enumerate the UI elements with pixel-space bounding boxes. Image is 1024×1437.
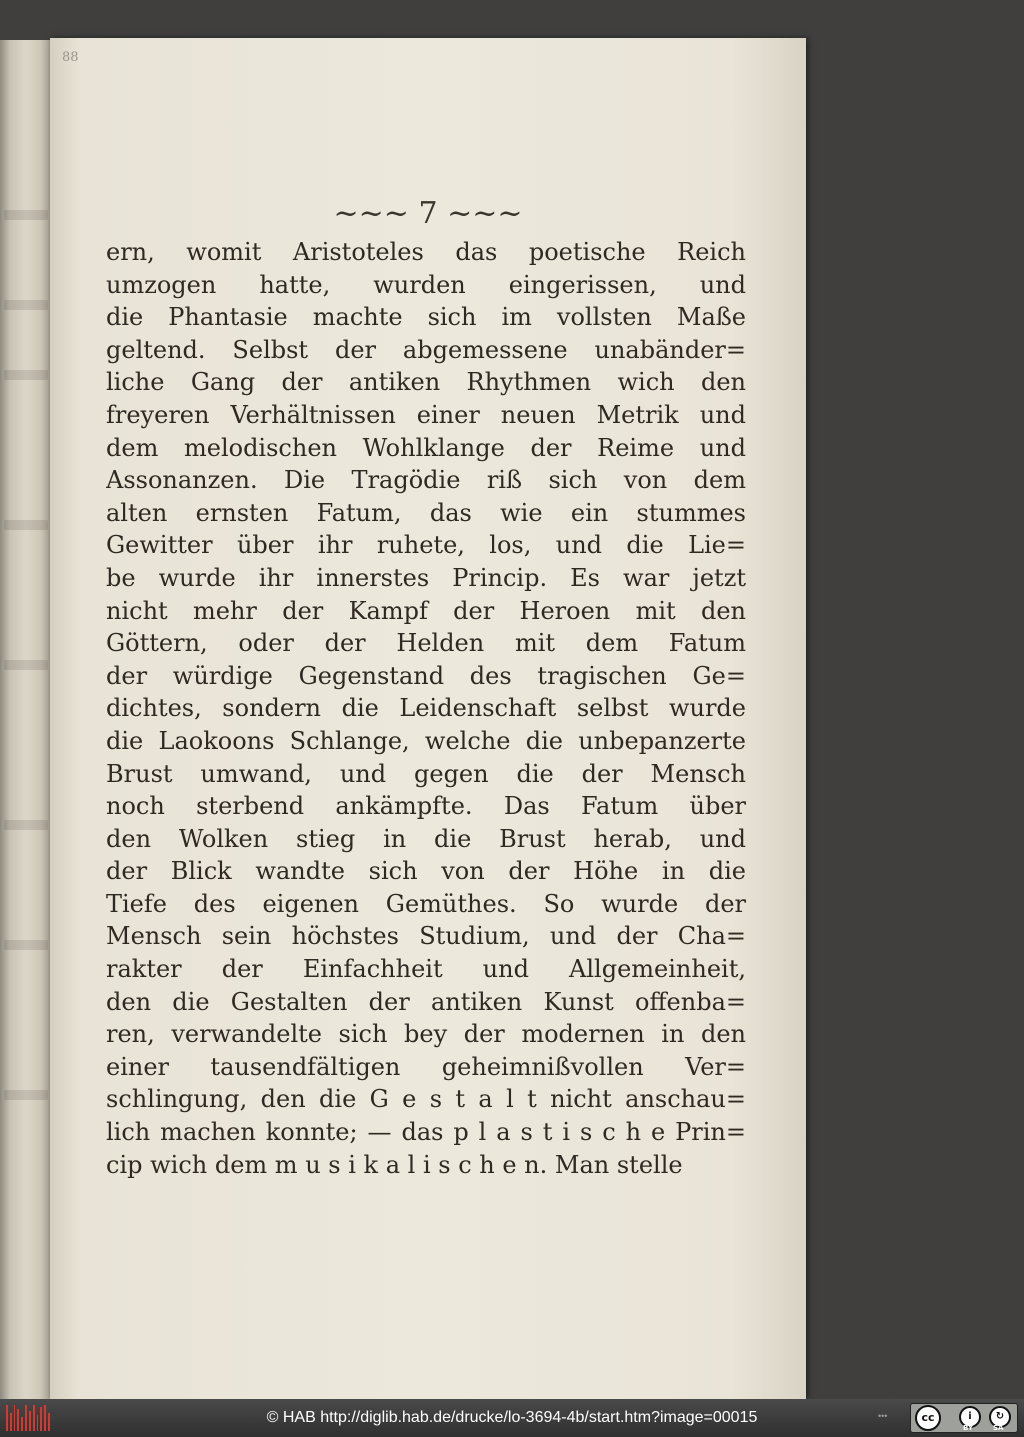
text-line: freyeren Verhältnissen einer neuen Metrik und (106, 400, 746, 429)
book-page (50, 38, 806, 1399)
text-line: schlingung, den die G e s t a l t nicht anschau= (106, 1085, 746, 1114)
text-line: Brust umwand, und gegen die der Mensch (106, 759, 746, 788)
text-line: die Phantasie machte sich im vollsten Maße (106, 303, 746, 332)
page-number-header: ~~~ 7 ~~~ (333, 196, 523, 231)
bleed-through-mark (4, 660, 48, 670)
bleed-through-mark (4, 1090, 48, 1100)
text-line: be wurde ihr innerstes Princip. Es war jetzt (106, 563, 746, 592)
cc-license-badge[interactable] (910, 1403, 1018, 1433)
attribution-icon: i (959, 1406, 981, 1428)
text-line: cip wich dem m u s i k a l i s c h e n. Man stelle (106, 1150, 683, 1179)
body-text (106, 236, 746, 1181)
text-line: Mensch sein höchstes Studium, und der Cha= (106, 922, 746, 951)
text-line: ren, verwandelte sich bey der modernen in den (106, 1020, 746, 1049)
sa-label: SA (993, 1424, 1004, 1432)
text-line: den die Gestalten der antiken Kunst offenba= (106, 987, 746, 1016)
text-line: noch sterbend ankämpfte. Das Fatum über (106, 792, 746, 821)
corner-mark: 88 (62, 50, 79, 65)
text-line: Tiefe des eigenen Gemüthes. So wurde der (106, 889, 746, 918)
text-line: rakter der Einfachheit und Allgemeinheit, (106, 955, 746, 984)
text-line: alten ernsten Fatum, das wie ein stummes (106, 498, 746, 527)
footer-dots: ••• (878, 1411, 888, 1421)
text-line: der Blick wandte sich von der Höhe in die (106, 857, 746, 886)
text-line: Assonanzen. Die Tragödie riß sich von dem (106, 466, 746, 495)
cc-icon: cc (915, 1405, 941, 1431)
text-line: die Laokoons Schlange, welche die unbepanzerte (106, 726, 746, 755)
text-line: dem melodischen Wohlklange der Reime und (106, 433, 746, 462)
text-line: liche Gang der antiken Rhythmen wich den (106, 368, 746, 397)
text-line: Gewitter über ihr ruhete, los, und die Lie= (106, 531, 746, 560)
bleed-through-mark (4, 210, 48, 220)
bleed-through-mark (4, 520, 48, 530)
text-line: geltend. Selbst der abgemessene unabänder= (106, 335, 746, 364)
bleed-through-mark (4, 820, 48, 830)
share-alike-icon: ↻ (989, 1406, 1011, 1428)
copyright-link[interactable]: © HAB http://diglib.hab.de/drucke/lo-3694-4b/start.htm?image=00015 (266, 1409, 758, 1426)
text-line: der würdige Gegenstand des tragischen Ge= (106, 661, 746, 690)
bleed-through-mark (4, 370, 48, 380)
bleed-through-mark (4, 940, 48, 950)
previous-page-edge (0, 40, 50, 1399)
text-line: lich machen konnte; — das p l a s t i s c h e Prin= (106, 1118, 746, 1147)
footer-bar (0, 1399, 1024, 1437)
text-line: ern, womit Aristoteles das poetische Reich (106, 238, 746, 266)
text-line: Göttern, oder der Helden mit dem Fatum (106, 629, 746, 658)
text-line: einer tausendfältigen geheimnißvollen Ver= (106, 1052, 746, 1081)
text-line: den Wolken stieg in die Brust herab, und (106, 824, 746, 853)
by-label: BY (963, 1424, 974, 1432)
text-line: dichtes, sondern die Leidenschaft selbst wurde (106, 694, 746, 723)
bleed-through-mark (4, 300, 48, 310)
text-line: nicht mehr der Kampf der Heroen mit den (106, 596, 746, 625)
text-line: umzogen hatte, wurden eingerissen, und (106, 270, 746, 299)
